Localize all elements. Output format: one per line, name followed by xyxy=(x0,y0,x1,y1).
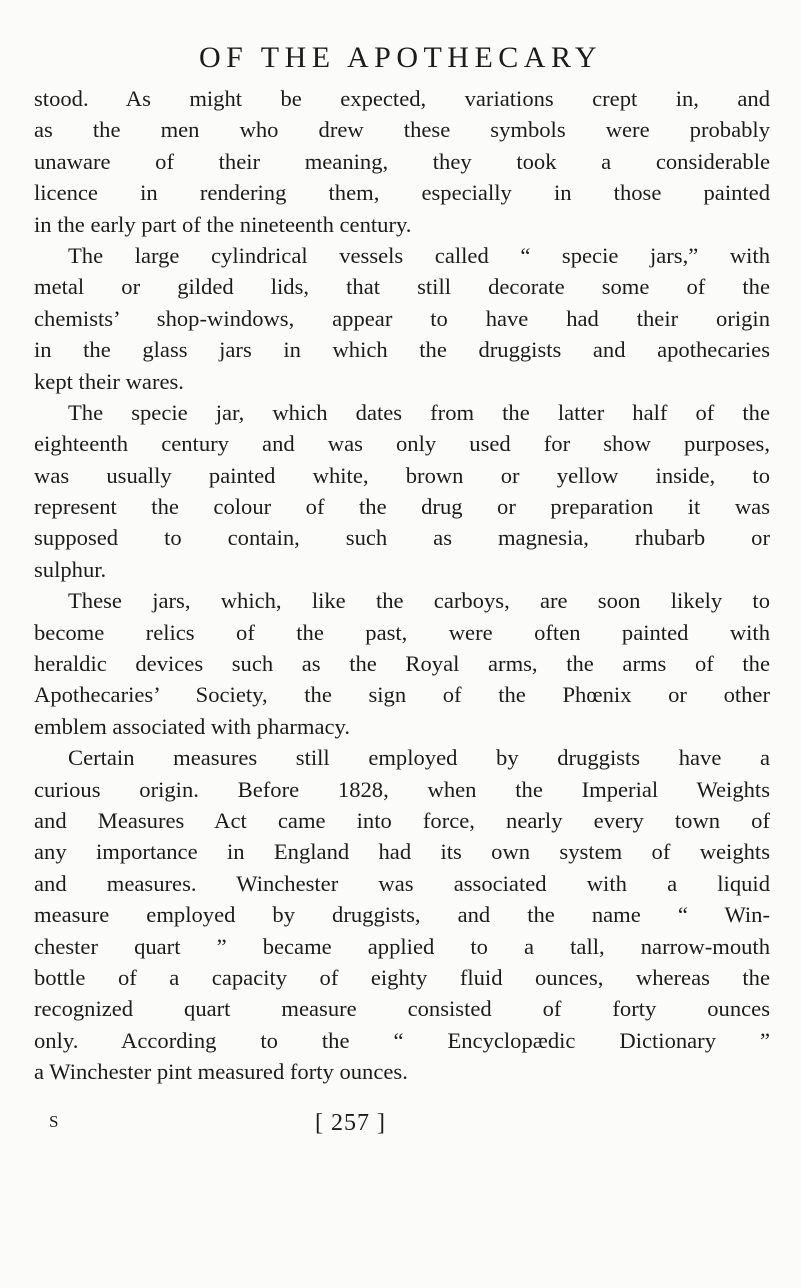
signature-mark: S xyxy=(49,1112,59,1131)
text-line: kept their wares. xyxy=(34,368,184,394)
text-line: bottle of a capacity of eighty fluid ounces, whereas the xyxy=(34,964,770,990)
text-line: measure employed by druggists, and the name “ Win- xyxy=(34,902,770,928)
text-line: and measures. Winchester was associated with a liquid xyxy=(34,870,770,896)
text-line: recognized quart measure consisted of forty ounces xyxy=(34,996,770,1022)
text-line: a Winchester pint measured forty ounces. xyxy=(34,1059,408,1085)
text-line: only. According to the “ Encyclopædic Dictionary ” xyxy=(34,1027,770,1053)
text-line: in the glass jars in which the druggists and apothecaries xyxy=(34,337,770,363)
text-line: represent the colour of the drug or preparation it was xyxy=(34,494,770,520)
text-line: These jars, which, like the carboys, are soon likely to xyxy=(68,588,770,614)
text-line: Apothecaries’ Society, the sign of the Phœnix or other xyxy=(34,682,770,708)
text-line: chester quart ” became applied to a tall, narrow-mouth xyxy=(34,933,770,959)
text-line: emblem associated with pharmacy. xyxy=(34,713,350,739)
text-line: Certain measures still employed by druggists have a xyxy=(68,745,770,771)
running-head: OF THE APOTHECARY xyxy=(199,41,602,74)
page-number: [ 257 ] xyxy=(315,1110,386,1136)
text-line: in the early part of the nineteenth century. xyxy=(34,211,412,237)
text-line: was usually painted white, brown or yellow inside, to xyxy=(34,462,770,488)
text-line: The large cylindrical vessels called “ specie jars,” with xyxy=(68,242,770,268)
text-line: unaware of their meaning, they took a considerable xyxy=(34,148,770,174)
text-line: as the men who drew these symbols were probably xyxy=(34,117,770,143)
text-line: licence in rendering them, especially in those painted xyxy=(34,180,770,206)
text-line: curious origin. Before 1828, when the Imperial Weights xyxy=(34,776,770,802)
text-line: stood. As might be expected, variations crept in, and xyxy=(34,86,770,111)
text-line: and Measures Act came into force, nearly every town of xyxy=(34,807,770,833)
text-line: any importance in England had its own system of weights xyxy=(34,839,770,865)
text-line: The specie jar, which dates from the latter half of the xyxy=(68,399,770,425)
text-line: supposed to contain, such as magnesia, rhubarb or xyxy=(34,525,770,551)
text-line: become relics of the past, were often painted with xyxy=(34,619,770,645)
text-line: heraldic devices such as the Royal arms, the arms of the xyxy=(34,651,770,677)
body-text xyxy=(34,83,770,1088)
text-line: metal or gilded lids, that still decorate some of the xyxy=(34,274,770,300)
page-footer xyxy=(0,1108,801,1140)
text-line: eighteenth century and was only used for show purposes, xyxy=(34,431,770,457)
text-line: chemists’ shop-windows, appear to have had their origin xyxy=(34,305,770,331)
text-line: sulphur. xyxy=(34,556,107,582)
